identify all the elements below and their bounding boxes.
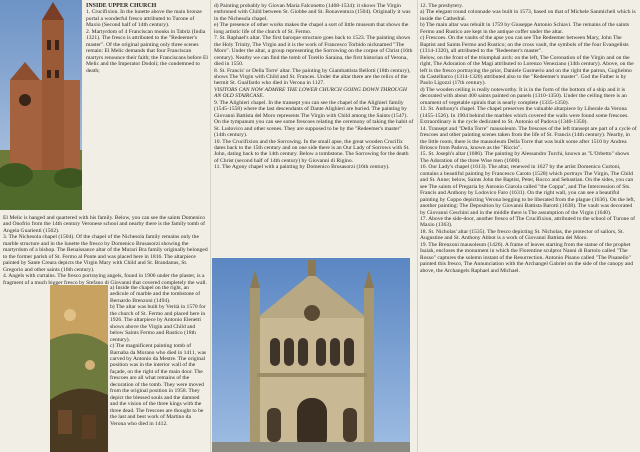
- column1-bottom-text: [3, 285, 48, 452]
- paragraph: 9. The Alighieri chapel. In the transept you can see the chapel of the Alighieri family (1545-1558) where the last descendants of Dante Alighieri are buried. The painting by Giovanni Battista del Moro represents The Virgin with Child among the Saints (1547). On the tympanum you can see some frescoes relating the ceremony of taking the habit of St. Ludovico and other scenes. They are supposed to be by the "Redeemer's master" (14th century).: [214, 99, 414, 139]
- paragraph: 2. Martyrdom of 4 Franciscan monks in Tabriz (India 1321). The fresco is attributed to the "Redeemer's master". Of the original painting only three scenes remain: El Melic demands that four Franciscan martyrs renounce their faith; the Franciscans before El Melic and the Imperator Dodoli; the condemned to death;: [86, 28, 208, 74]
- paragraph: Below, on the front of the triumphal arch: on the left, The Coronation of the Virgin and on the right, The Adoration of the Magi attributed to Lorenzo Veneziano (14th century). Above, on the left is the fresco portraying the prior, Daniele Gusmerio and on the right the patron, Guglielmo da Castelbarco (1314-1320) attributed also to the "Redeemer's master". God the Father is by Paolo Ligozzi (17th century).: [420, 54, 634, 87]
- paragraph: El Melic is hanged and quartered with his family. Below, you can see the saints Domenico and Onofrio from the 14th century Veronese school and nearby there is the family tomb of Angela Guarienti (1562).: [3, 215, 205, 234]
- paragraph: b) The altar was built by Verità in 1570 for the church of St. Fermo and placed here in 1926. The altarpiece by Antonio Elenetti shows above the Virgin and Child and below Saints Fermo and Rustico (18th century).: [110, 304, 206, 343]
- paragraph: 8. St. Francis' or Della Torre' altar. The painting by Giambattista Bellotti (18th century), shows The Virgin with Child and St. Frances. Under the altar there are the relics of the hermit St. Gualfardo who died in Verona in 1127.: [214, 67, 411, 87]
- paragraph: 1. Crucifixion. In the lunette above the main bronze portal a wonderful fresco attributed to Turone of Maxio (Second half of 14th century).: [86, 9, 202, 29]
- fresco-detail-photo: [50, 285, 108, 452]
- paragraph: c) The magnificent painting tomb of Barnaba da Morano who died in 1411, was carved by Antonio da Mestre. The original position was in the interior wall of the façade, on the right of the main door. The frescoes are all what remains of the decoration of the tomb. They were moved from the original position in 1958. They depict the blessed souls and the damned and the vision of the three kings with the three dead. The frescoes are thought to be the last and best work of Martino da Verona who died in 1412.: [110, 343, 207, 427]
- column1-top-text: [86, 3, 208, 215]
- paragraph: 10. The Crucifixion and the Sorrowing. In the small apse, the great wooden Crucifix dates back to the 15th century and on one side there is an Our Lady of Sorrows with St. John, dating back to the 14th century. Below a tombstone. The Sorrowing for the death of Christ (second half of 14th century) by Giovanni di Rigino.: [214, 138, 410, 164]
- church-facade-photo: [212, 258, 410, 452]
- fresco-illustration: [50, 285, 108, 452]
- paragraph: d) The wooden ceiling is really noteworthy. It is in the form of the bottom of a ship and it is decorated with about 400 saints painted on panels (1310-1350). Under the ceiling there is an ornament of vegetable spirals that is nearly complete (1335-1350).: [420, 86, 627, 106]
- facade-illustration: [212, 258, 410, 452]
- column1-middle-text: [3, 215, 208, 285]
- column-divider-2: [417, 0, 418, 452]
- paragraph: 11. The Agony chapel with a painting by Domenico Brusasorzi (16th century).: [214, 164, 390, 171]
- paragraph: 18. St. Nicholas' altar (1535). The fresco depicting St. Nicholas, the protector of sailors, St. Augustine and St. Anthony Abbot is a work of Giovanni Battista del Moro.: [420, 228, 624, 242]
- church-tower-illustration: [0, 0, 82, 210]
- paragraph: 13. St. Anthony's chapel. The chapel preserves the valuable altarpiece by Liberale da Verona (1455-1526). In 1904 behind the marbles which covered the walls were found some frescoes. Extraordinary is the cycle dedicated to St. Antonio of Padova (1340-1350).: [420, 106, 629, 126]
- paragraph: c) Frescoes. On the vaults of the apse you can see The Redeemer between Mary, John The Baptist and Saints Fermo and Rustico; on the cross vault, the symbols of the four Evangelists (1314-1320), all attributed to the "Redeemer's master".: [420, 35, 629, 55]
- paragraph: a) Inside the chapel on the right, an aedicule of marble and the tombstone of Bernardo Brenzoni (1494).: [110, 285, 201, 304]
- paragraph: 16. Our Lady's chapel (1613). The altar, renewed in 1627 by the artist Domenico Curtoni, contains a beautiful painting by Francesco Caroto (1528) which portrays The Virgin, The Child and St. Anne; below, Saints John the Baptist, Peter, Rocco and Sebastian. On the sides, you can see The saints of Pregaria by Antonio Giarola called "the Coppa", and The Intercession of Sts. Francis and Anthony by Lodovico Faro (1631). On the right wall, you can see a beautiful painting by Coppo depicting Verona begging to be liberated from the plague (1636). On the left, another painting: The Deposition by Giovanni Battista Barotti (1638). The vault was decorated by Giovanni Ceschini and in the middle there is The assumption of the Virgin (1640).: [420, 164, 636, 216]
- column2-text: [214, 3, 414, 256]
- paragraph: 12. The presbytery.: [420, 3, 464, 9]
- paragraph: a) The elegant round colonnade was built in 1573, based on that of Michele Sanmicheli which is inside the Cathedral.: [420, 9, 636, 22]
- paragraph: 15. St. Joseph's altar (1686). The painting by Alessandro Turchi, known as "L'Orbetto" shows The Adoration of the three Wise men (1600).: [420, 151, 630, 164]
- column1-bottom-text-right: [110, 285, 208, 452]
- paragraph: b) The main altar was rebuilt in 1759 by Giuseppe Antonio Schiavi. The remains of the saints Fermo and Rustico are kept in the antique coffer under the altar.: [420, 22, 630, 35]
- paragraph: d) Painting probably by Giovan Maria Falconetto (1468-1534): it shows The Virgin enthroned with Child between St. Giobbe and St. Bonaventura (1504). Originally it was in the Nichesola chapel.: [214, 3, 411, 22]
- column-divider-1: [210, 0, 211, 452]
- paragraph: 3. The Nichesola chapel (1504). Of the chapel of the Nichesola family remains only the marble structure and in the lunette the fresco by Domenico Brusasorzi showing the martyrdom of a bishop. The Renaissance altar of the Murari Bra family originally belonged to the former parish of St. Fermo al Ponte and was placed here in 1816. The altarpiece painted by Sante Creara depicts the Virgin Mary with Child and St. Brandanus, St. Gregorio and other saints (16th century).: [3, 234, 208, 273]
- paragraph: 14. Transept and "Della Torre" mausoleum. The frescoes of the left transept are part of a cycle of frescoes and other painting scenes taken from the life of St. Francis (14th century). Nearby, in the little room, there is the mausoleum Della Torre that was built some after 1510 by Andrea Briosco from Padova, known as the "Riccio".: [420, 125, 637, 151]
- paragraph: 4. Angels with curtains. The fresco portraying angels, found in 1906 under the plaster, is a fragment of a much bigger fresco by Stefano di Giovanni that covered completely the wall.: [3, 273, 207, 285]
- italic-note: VISITORS CAN NOW ADMIRE THE LOWER CHURCH GOING DOWN THROUGH AN OLD STAIRCASE.: [214, 86, 407, 100]
- church-tower-photo: [0, 0, 82, 210]
- paragraph: 19. The Brenzoni mausoleum (1426). A frame of leaves starting from the statue of the prophet Isaiah, encloses the monument in which the Florentine sculptor Nanni di Bartolo called "The Rosso" captures the solemn instant of the Resurrection. Antonio Pisano called "The Pisanello" painted this fresco, The Annunciation with the Archangel Gabriel on the side of the canopy and above, the Archangels Raphael and Michael.: [420, 241, 634, 274]
- paragraph: 17. Above the side-door, another fresco of The Crucifixion, attributed to the school of Turone of Maxio (1363).: [420, 215, 635, 229]
- column3-text: [420, 3, 637, 450]
- paragraph: e) The presence of other works makes the chapel a sort of little museum that shows the long artistic life of the church of St. Fermo.: [214, 22, 409, 35]
- section-heading: INSIDE UPPER CHURCH: [86, 3, 157, 9]
- paragraph: 7. St. Raphael's altar. The first baroque structure goes back to 1523. The painting shows the Holy Trinity, The Virgin and it is the work of Francesco Torbido nicknamed "The Moro". Under the altar, a group representing the Sorrowing on the corpse of Christ (16th century). Nearby we can find the tomb of Torello Saraina, the first historian of Verona, died in 1550.: [214, 35, 413, 68]
